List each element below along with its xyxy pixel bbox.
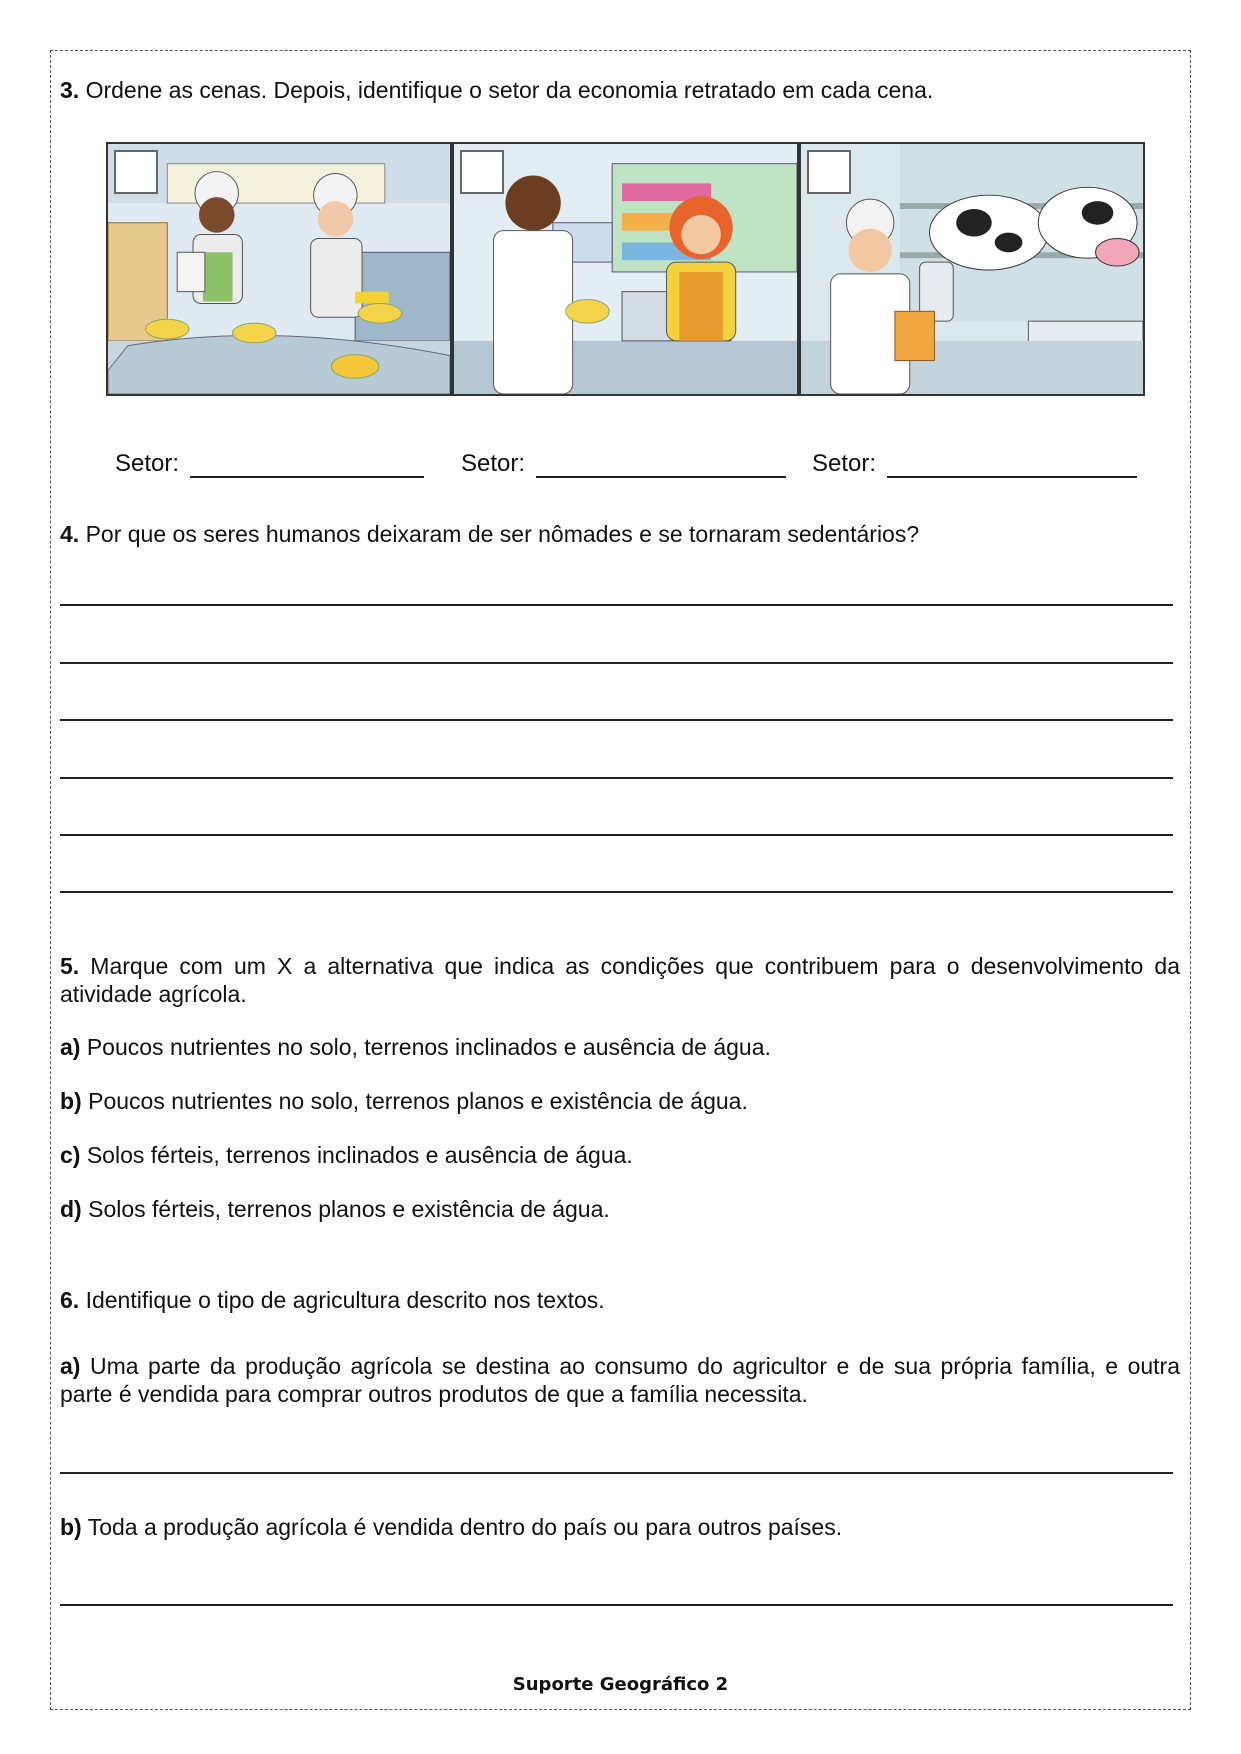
option-b[interactable] <box>60 1087 748 1115</box>
order-box-1[interactable] <box>114 150 158 194</box>
question-6-text: Identifique o tipo de agricultura descrito nos textos. <box>79 1287 605 1313</box>
question-4-number: 4. <box>60 521 80 547</box>
answer-line[interactable] <box>60 662 1173 664</box>
question-6b-letter: b) <box>60 1514 82 1540</box>
scene-cheese-factory <box>106 142 452 396</box>
order-box-2[interactable] <box>460 150 504 194</box>
setor-answer-line-2[interactable] <box>536 476 786 478</box>
question-5-text: Marque com um X a alternativa que indica as condições que contribuem para o desenvolvimento da atividade agrícola. <box>60 953 1180 1007</box>
answer-line[interactable] <box>60 604 1173 606</box>
answer-line[interactable] <box>60 777 1173 779</box>
answer-line[interactable] <box>60 719 1173 721</box>
setor-label-1: Setor: <box>115 450 180 477</box>
option-a-text: Poucos nutrientes no solo, terrenos inclinados e ausência de água. <box>80 1034 771 1060</box>
question-6a <box>60 1352 1180 1408</box>
setor-answer-line-1[interactable] <box>190 476 424 478</box>
option-c-letter: c) <box>60 1142 81 1168</box>
question-3 <box>60 76 933 104</box>
setor-label-2: Setor: <box>461 450 526 477</box>
page-footer: Suporte Geográfico 2 <box>512 1674 729 1695</box>
question-4-text: Por que os seres humanos deixaram de ser nômades e se tornaram sedentários? <box>79 521 920 547</box>
answer-line-6b[interactable] <box>60 1604 1173 1606</box>
option-c-text: Solos férteis, terrenos inclinados e ausência de água. <box>80 1142 633 1168</box>
option-a-letter: a) <box>60 1034 81 1060</box>
answer-line[interactable] <box>60 834 1173 836</box>
option-b-letter: b) <box>60 1088 82 1114</box>
question-3-number: 3. <box>60 77 80 103</box>
question-5 <box>60 952 1180 1008</box>
question-6a-text: Uma parte da produção agrícola se destina ao consumo do agricultor e de sua própria família, e outra parte é vendida para comprar outros produtos de que a família necessita. <box>60 1353 1180 1407</box>
question-6a-letter: a) <box>60 1353 81 1379</box>
setor-answer-line-3[interactable] <box>887 476 1137 478</box>
scene-supermarket <box>452 142 799 396</box>
answer-line-6a[interactable] <box>60 1472 1173 1474</box>
order-box-3[interactable] <box>807 150 851 194</box>
question-5-number: 5. <box>60 953 80 979</box>
question-6 <box>60 1286 605 1314</box>
question-6-number: 6. <box>60 1287 80 1313</box>
cheese-factory-illustration <box>108 144 450 394</box>
option-d[interactable] <box>60 1195 610 1223</box>
scene-dairy-farm <box>799 142 1145 396</box>
question-4 <box>60 520 919 548</box>
question-3-text: Ordene as cenas. Depois, identifique o setor da economia retratado em cada cena. <box>79 77 934 103</box>
question-6b <box>60 1513 842 1541</box>
dairy-farm-illustration <box>801 144 1143 394</box>
option-a[interactable] <box>60 1033 771 1061</box>
setor-label-3: Setor: <box>812 450 877 477</box>
option-c[interactable] <box>60 1141 633 1169</box>
answer-line[interactable] <box>60 891 1173 893</box>
question-6b-text: Toda a produção agrícola é vendida dentro do país ou para outros países. <box>81 1514 843 1540</box>
option-d-text: Solos férteis, terrenos planos e existência de água. <box>81 1196 610 1222</box>
supermarket-illustration <box>454 144 797 394</box>
option-b-text: Poucos nutrientes no solo, terrenos planos e existência de água. <box>81 1088 748 1114</box>
option-d-letter: d) <box>60 1196 82 1222</box>
